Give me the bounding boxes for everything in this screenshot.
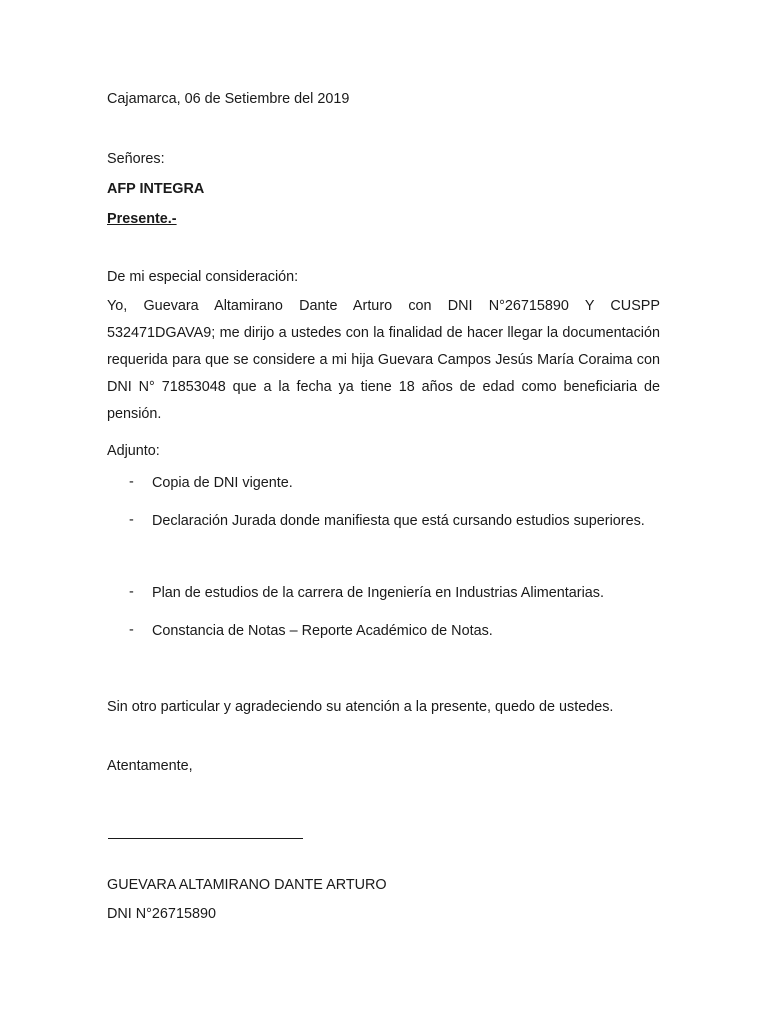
list-dash: - xyxy=(129,474,134,490)
salutation: Señores: xyxy=(107,151,165,167)
attachment-text: Copia de DNI vigente. xyxy=(152,475,293,491)
closing-sentence: Sin otro particular y agradeciendo su atención a la presente, quedo de ustedes. xyxy=(107,699,614,715)
letter-body: Yo, Guevara Altamirano Dante Arturo con DNI N°26715890 Y CUSPP 532471DGAVA9; me dirijo a ustedes con la finalidad de hacer llegar la documentación requerida para que se considere a mi hija Guevara Campos Jesús María Coraima con DNI N° 71853048 que a la fecha ya tiene 18 años de edad como beneficiaria de pensión. xyxy=(107,298,660,422)
signer-name: GUEVARA ALTAMIRANO DANTE ARTURO xyxy=(107,877,387,893)
list-dash: - xyxy=(129,584,134,600)
recipient-name: AFP INTEGRA xyxy=(107,181,205,197)
place-date: Cajamarca, 06 de Setiembre del 2019 xyxy=(107,91,350,107)
attachment-text: Declaración Jurada donde manifiesta que está cursando estudios superiores. xyxy=(152,513,645,529)
attachment-text: Constancia de Notas – Reporte Académico de Notas. xyxy=(152,623,493,639)
attachment-text: Plan de estudios de la carrera de Ingeniería en Industrias Alimentarias. xyxy=(152,585,604,601)
signature-line xyxy=(108,838,303,839)
attachments-label: Adjunto: xyxy=(107,443,160,459)
farewell: Atentamente, xyxy=(107,758,193,774)
presente-label: Presente.- xyxy=(107,211,177,227)
list-dash: - xyxy=(129,622,134,638)
list-dash: - xyxy=(129,512,134,528)
signer-dni: DNI N°26715890 xyxy=(107,906,216,922)
greeting: De mi especial consideración: xyxy=(107,269,299,285)
